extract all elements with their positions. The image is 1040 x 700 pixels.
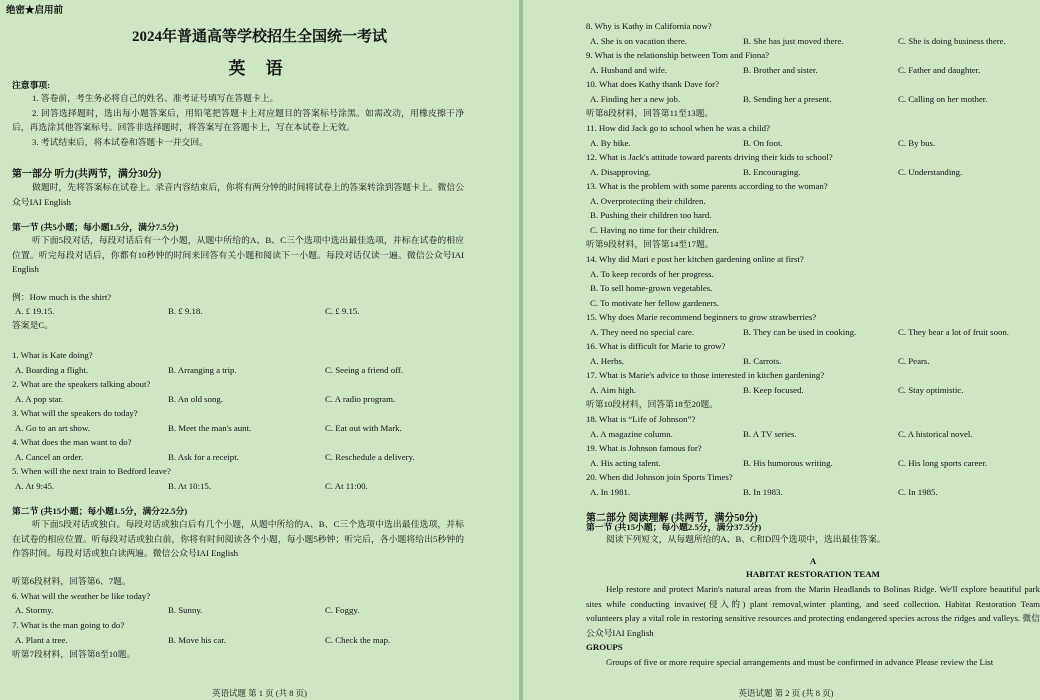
question-6: 6. What will the weather be like today? [12,591,151,601]
option-a: A. Finding her a new job. [590,94,681,104]
question-16: 16. What is difficult for Marie to grow? [586,341,726,351]
option-a: A. Disapproving. [590,167,651,177]
question-1: 1. What is Kate doing? [12,350,93,360]
option-c: C. Having no time for their children. [590,225,719,235]
question-17: 17. What is Marie's advice to those interested in kitchen gardening? [586,370,825,380]
option-b: B. A TV series. [743,429,797,439]
option-c: C. Calling on her mother. [898,94,988,104]
question-5: 5. When will the next train to Bedford leave? [12,466,171,476]
part1-title: 第一部分 听力(共两节，满分30分) [12,169,162,180]
option-b: B. Move his car. [168,635,226,645]
listening-instruction-8: 听第8段材料，回答第11至13题。 [586,108,714,118]
note-item: 3. 考试结束后，将本试卷和答题卡一并交回。 [32,136,208,147]
option-b: B. Meet the man's aunt. [168,423,252,433]
groups-heading: GROUPS [586,642,623,652]
part2-section1-title: 第一节 (共15小题；每小题2.5分，满分37.5分) [586,522,762,532]
option-a: A. Aim high. [590,385,636,395]
option-c: C. Eat out with Mark. [325,423,402,433]
option-a: A. A magazine column. [590,429,673,439]
question-10: 10. What does Kathy thank Dave for? [586,79,719,89]
option-a: A. Boarding a flight. [15,365,89,375]
option-c: C. Pears. [898,356,930,366]
question-15: 15. Why does Marie recommend beginners to grow strawberries? [586,312,817,322]
option-c: C. In 1985. [898,487,938,497]
option-b: B. They can be used in cooking. [743,327,857,337]
option-b: B. An old song. [168,394,223,404]
option-a: A. Stormy. [15,605,54,615]
option-b: B. On foot. [743,138,783,148]
option-c: C. His long sports career. [898,458,987,468]
question-19: 19. What is Johnson famous for? [586,443,702,453]
option-c: C. To motivate her fellow gardeners. [590,298,719,308]
notes-heading: 注意事项: [12,80,51,90]
option-c: C. Foggy. [325,605,360,615]
listening-instruction-6: 听第6段材料，回答第6、7题。 [12,576,131,586]
section2-title: 第二节 (共15小题；每小题1.5分，满分22.5分) [12,506,188,516]
example-question: 例：How much is the shirt? [12,292,112,302]
passage-paragraph: Help restore and protect Marin's natural areas from the Marin Headlands to Bolinas Ridge. We'll explore beautiful park sites while conducting invasive(侵入的) plant removal,winter planting, and seed collection. Habitat Restoration Team volunteers play a vital role in restoring sensitive resources and protecting endangered species across the ridges and valleys. 微信公众号IAI English [586,584,1040,638]
option-a: A. To keep records of her progress. [590,269,714,279]
option-a: A. At 9:45. [15,481,55,491]
option-a: A. They need no special care. [590,327,695,337]
example-option-b: B. £ 9.18. [168,306,203,316]
section1-intro: 听下面5段对话，每段对话后有一个小题，从题中所给的A、B、C三个选项中选出最佳选项，并标在试卷的相应位置。听完每段对话后，你都有10秒钟的时间来回答有关小题和阅读下一小题。每段对话仅读一遍。微信公众号IAI English [12,235,464,274]
option-a: A. Plant a tree. [15,635,68,645]
option-b: B. In 1983. [743,487,783,497]
question-4: 4. What does the man want to do? [12,437,132,447]
option-c: C. Father and daughter. [898,65,981,75]
exam-page-2 [523,0,1040,700]
listening-instruction-10: 听第10段材料，回答第18至20题。 [586,399,718,409]
option-b: B. His humorous writing. [743,458,833,468]
option-a: A. A pop star. [15,394,64,404]
example-option-c: C. £ 9.15. [325,306,360,316]
option-b: B. At 10:15. [168,481,212,491]
option-a: A. Overprotecting their children. [590,196,706,206]
option-c: C. She is doing business there. [898,36,1006,46]
option-b: B. To sell home-grown vegetables. [590,283,713,293]
page-footer: 英语试题 第 1 页 (共 8 页) [212,688,307,698]
option-c: C. Understanding. [898,167,963,177]
listening-instruction-9: 听第9段材料，回答第14至17题。 [586,239,714,249]
option-a: A. His acting talent. [590,458,661,468]
option-a: A. By bike. [590,138,631,148]
option-b: B. Sunny. [168,605,203,615]
part2-intro: 阅读下列短文，从每题所给的A、B、C和D四个选项中，选出最佳答案。 [606,534,886,544]
part1-intro: 做题时，先将答案标在试卷上。录音内容结束后，你将有两分钟的时间将试卷上的答案转涂到答题卡上。微信公众号IAI English [12,182,464,207]
option-c: C. By bus. [898,138,936,148]
option-c: C. Seeing a friend off. [325,365,404,375]
passage-title: HABITAT RESTORATION TEAM [746,569,880,579]
exam-page-1 [0,0,519,700]
option-b: B. Brother and sister. [743,65,818,75]
option-c: C. At 11:00. [325,481,368,491]
section1-title: 第一节 (共5小题；每小题1.5分，满分7.5分) [12,222,179,232]
option-a: A. In 1981. [590,487,631,497]
example-answer: 答案是C。 [12,320,54,330]
option-c: C. Stay optimistic. [898,385,964,395]
passage-letter: A [809,556,817,566]
subject-title: 英 语 [228,59,291,78]
option-b: B. Ask for a receipt. [168,452,239,462]
option-a: A. Go to an art show. [15,423,90,433]
option-b: B. Arranging a trip. [168,365,237,375]
question-2: 2. What are the speakers talking about? [12,379,151,389]
page-footer: 英语试题 第 2 页 (共 8 页) [738,688,834,698]
groups-text: Groups of five or more require special arrangements and must be confirmed in advance Please review the List [606,657,994,667]
example-option-a: A. £ 19.15. [15,306,55,316]
option-b: B. Encouraging. [743,167,801,177]
note-item: 2. 回答选择题时，选出每小题答案后，用铅笔把答题卡上对应题目的答案标号涂黑。如需改动，用橡皮擦干净后，再选涂其他答案标号。回答非选择题时，将答案写在答题卡上，写在本试卷上无效。 [12,107,464,132]
section2-intro: 听下面5段对话或独白。每段对话或独白后有几个小题，从题中所给的A、B、C三个选项中选出最佳选项，并标在试卷的相应位置。听每段对话或独白前，你将有时间阅读各个小题，每小题5秒钟；听完后，各小题将给出5秒钟的作答时间。每段对话或独白读两遍。微信公众号IAI English [12,519,464,558]
option-a: A. She is on vacation there. [590,36,687,46]
option-c: C. They bear a lot of fruit soon. [898,327,1009,337]
option-a: A. Cancel an order. [15,452,84,462]
option-b: B. Sending her a present. [743,94,832,104]
notes-list [12,91,464,149]
option-c: C. A radio program. [325,394,396,404]
question-7: 7. What is the man going to do? [12,620,125,630]
note-item: 1. 答卷前，考生务必将自己的姓名、准考证号填写在答题卡上。 [32,93,279,103]
option-a: A. Herbs. [590,356,624,366]
question-13: 13. What is the problem with some parents according to the woman? [586,181,828,191]
option-a: A. Husband and wife. [590,65,667,75]
question-11: 11. How did Jack go to school when he was a child? [586,123,770,133]
option-c: C. Check the map. [325,635,391,645]
option-b: B. Keep focused. [743,385,804,395]
question-8: 8. Why is Kathy in California now? [586,21,712,31]
question-14: 14. Why did Mari e post her kitchen gardening online at first? [586,254,804,264]
confidential-label: 绝密★启用前 [6,6,64,16]
option-b: B. She has just moved there. [743,36,844,46]
question-20: 20. When did Johnson join Sports Times? [586,472,733,482]
part2-title: 第二部分 阅读理解 (共两节，满分50分) [586,513,758,524]
option-c: C. A historical novel. [898,429,973,439]
option-c: C. Reschedule a delivery. [325,452,415,462]
question-12: 12. What is Jack's attitude toward parents driving their kids to school? [586,152,833,162]
option-b: B. Carrots. [743,356,782,366]
question-9: 9. What is the relationship between Tom and Fiona? [586,50,770,60]
listening-instruction-7: 听第7段材料，回答第8至10题。 [12,649,136,659]
option-b: B. Pushing their children too hard. [590,210,712,220]
question-3: 3. What will the speakers do today? [12,408,138,418]
question-18: 18. What is “Life of Johnson”? [586,414,696,424]
exam-title: 2024年普通高等学校招生全国统一考试 [131,29,387,45]
